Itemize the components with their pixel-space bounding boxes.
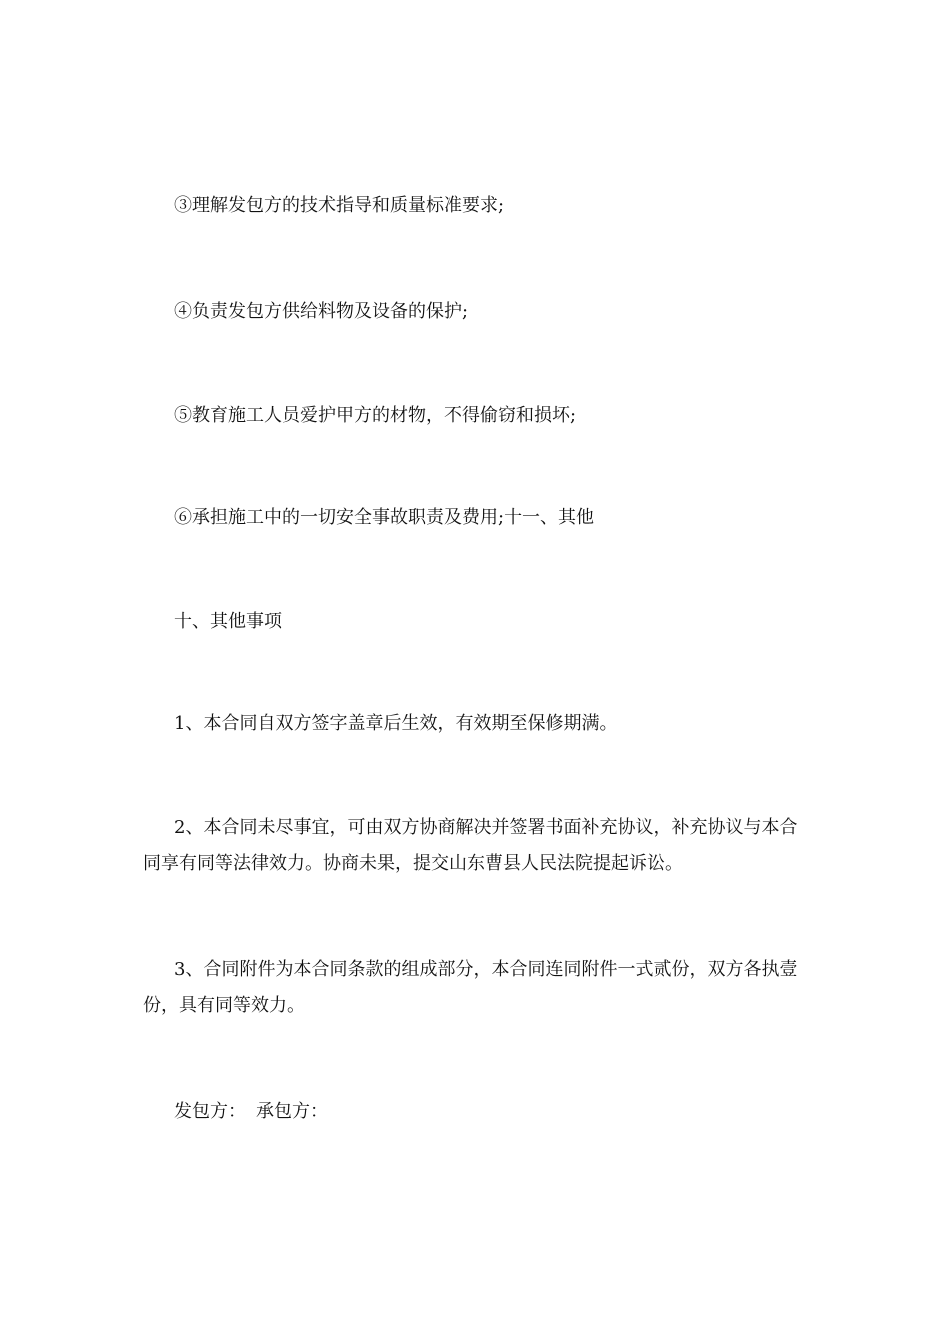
party-b-label: 承包方：: [256, 1101, 328, 1122]
other-matters-clause-3: 3、合同附件为本合同条款的组成部分，本合同连同附件一式贰份，双方各执壹份，具有同等效力。: [143, 959, 798, 1016]
other-matters-clause-2: 2、本合同未尽事宜，可由双方协商解决并签署书面补充协议，补充协议与本合同享有同等法律效力。协商未果，提交山东曹县人民法院提起诉讼。: [143, 817, 798, 874]
other-matters-clause-1: 1、本合同自双方签字盖章后生效，有效期至保修期满。: [174, 713, 618, 734]
party-a-label: 发包方：: [174, 1101, 246, 1122]
section-heading-other-matters: 十、其他事项: [174, 611, 282, 632]
clause-item-3: ③理解发包方的技术指导和质量标准要求;: [174, 195, 505, 216]
signature-line: [143, 1094, 813, 1130]
clause-item-4: ④负责发包方供给料物及设备的保护;: [174, 301, 469, 322]
clause-item-5: ⑤教育施工人员爱护甲方的材物，不得偷窃和损坏;: [174, 405, 577, 426]
clause-item-6: ⑥承担施工中的一切安全事故职责及费用;十一、其他: [174, 507, 595, 528]
